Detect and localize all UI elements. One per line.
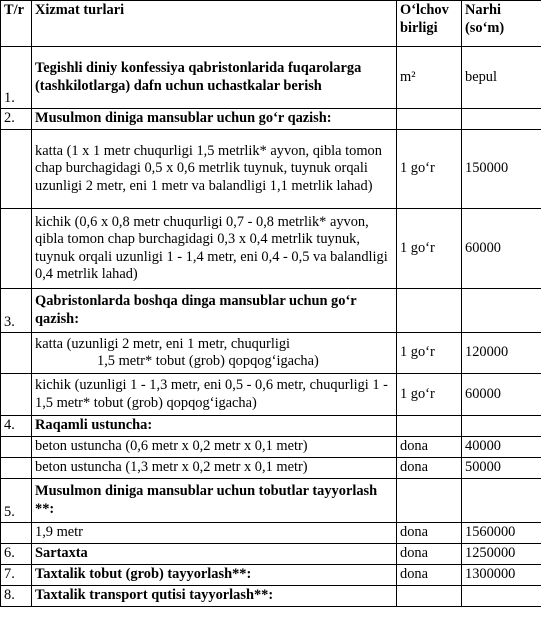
header-num: T/r: [1, 1, 32, 47]
header-price-line1: Narhi: [465, 2, 501, 18]
row-unit: dona: [397, 523, 462, 544]
row-num: [1, 209, 32, 289]
table-row: [1, 47, 541, 109]
row-unit: [397, 416, 462, 437]
row-price: 1300000: [462, 565, 541, 586]
row-service: kichik (0,6 x 0,8 metr chuqurligi 0,7 - 0,8 metrlik* ayvon, qibla tomon chap burchagidagi 0,3 x 0,4 metrlik tuynuk, tuynuk orqali uzunligi 1 - 1,4 metr, eni 0,4 - 0,5 va balandligi 0,4 metrlik lahad): [32, 209, 397, 289]
row-unit: [397, 109, 462, 130]
row-service: Raqamli ustuncha:: [32, 416, 397, 437]
row-price: 60000: [462, 209, 541, 289]
row-service: Musulmon diniga mansublar uchun tobutlar tayyorlash **:: [32, 479, 397, 523]
table-subrow: [1, 458, 541, 479]
table-subrow: [1, 523, 541, 544]
row-num: [1, 333, 32, 374]
row-num: [1, 130, 32, 209]
row-price: 40000: [462, 437, 541, 458]
header-unit-line2: birligi: [400, 19, 438, 36]
row-unit: dona: [397, 544, 462, 565]
row-service: Musulmon diniga mansublar uchun go‘r qazish:: [32, 109, 397, 130]
row-num: 3.: [1, 289, 32, 333]
row-price: [462, 416, 541, 437]
row-service: beton ustuncha (0,6 metr x 0,2 metr x 0,1 metr): [32, 437, 397, 458]
row-price: 1560000: [462, 523, 541, 544]
row-num: 4.: [1, 416, 32, 437]
row-unit: [397, 289, 462, 333]
row-price: 150000: [462, 130, 541, 209]
row-service: kichik (uzunligi 1 - 1,3 metr, eni 0,5 - 0,6 metr, chuqurligi 1 - 1,5 metr* tobut (grob) qopqog‘igacha): [32, 374, 397, 416]
table-subrow: [1, 374, 541, 416]
service-line1: katta (uzunligi 2 metr, eni 1 metr, chuqurligi: [35, 335, 291, 352]
row-price: 60000: [462, 374, 541, 416]
row-service: beton ustuncha (1,3 metr x 0,2 metr x 0,1 metr): [32, 458, 397, 479]
row-price: bepul: [462, 47, 541, 109]
header-price: [462, 1, 541, 47]
table-header-row: [1, 1, 541, 47]
row-num: 5.: [1, 479, 32, 523]
table-row: [1, 544, 541, 565]
header-unit: [397, 1, 462, 47]
row-price: [462, 586, 541, 607]
table-subrow: [1, 209, 541, 289]
row-price: [462, 289, 541, 333]
row-num: 7.: [1, 565, 32, 586]
row-unit: 1 go‘r: [397, 374, 462, 416]
row-price: 120000: [462, 333, 541, 374]
header-price-line2: (so‘m): [465, 19, 505, 36]
row-price: [462, 479, 541, 523]
row-service: katta (1 x 1 metr chuqurligi 1,5 metrlik* ayvon, qibla tomon chap burchagidagi 0,5 x 0,6 metrlik tuynuk, tuynuk orqali uzunligi 2 metr, eni 1 metr va balandligi 1,1 metrlik lahad): [32, 130, 397, 209]
row-service: Taxtalik tobut (grob) tayyorlash**:: [32, 565, 397, 586]
row-price: 1250000: [462, 544, 541, 565]
row-num: [1, 437, 32, 458]
row-unit: 1 go‘r: [397, 130, 462, 209]
table-subrow: [1, 130, 541, 209]
table-row: [1, 416, 541, 437]
row-service: Qabristonlarda boshqa dinga mansublar uchun go‘r qazish:: [32, 289, 397, 333]
table-row: [1, 109, 541, 130]
row-num: 1.: [1, 47, 32, 109]
row-service: Tegishli diniy konfessiya qabristonlarida fuqarolarga (tashkilotlarga) dafn uchun uchastkalar berish: [32, 47, 397, 109]
row-num: 6.: [1, 544, 32, 565]
row-price: 50000: [462, 458, 541, 479]
row-unit: 1 go‘r: [397, 209, 462, 289]
row-unit: dona: [397, 458, 462, 479]
row-num: [1, 458, 32, 479]
row-service: Sartaxta: [32, 544, 397, 565]
row-num: [1, 374, 32, 416]
row-service: Taxtalik transport qutisi tayyorlash**:: [32, 586, 397, 607]
row-unit: m²: [397, 47, 462, 109]
table-row: [1, 565, 541, 586]
table-subrow: [1, 333, 541, 374]
row-price: [462, 109, 541, 130]
row-unit: dona: [397, 437, 462, 458]
table-row: [1, 479, 541, 523]
row-unit: dona: [397, 565, 462, 586]
row-service: 1,9 metr: [32, 523, 397, 544]
row-num: 8.: [1, 586, 32, 607]
row-service: [32, 333, 397, 374]
row-unit: [397, 586, 462, 607]
header-unit-line1: O‘lchov: [400, 2, 449, 18]
service-line2: 1,5 metr* tobut (grob) qopqog‘igacha): [97, 353, 319, 369]
header-service: Xizmat turlari: [32, 1, 397, 47]
table-subrow: [1, 437, 541, 458]
row-num: [1, 523, 32, 544]
row-unit: 1 go‘r: [397, 333, 462, 374]
table-row: [1, 586, 541, 607]
table-row: [1, 289, 541, 333]
row-unit: [397, 479, 462, 523]
row-num: 2.: [1, 109, 32, 130]
